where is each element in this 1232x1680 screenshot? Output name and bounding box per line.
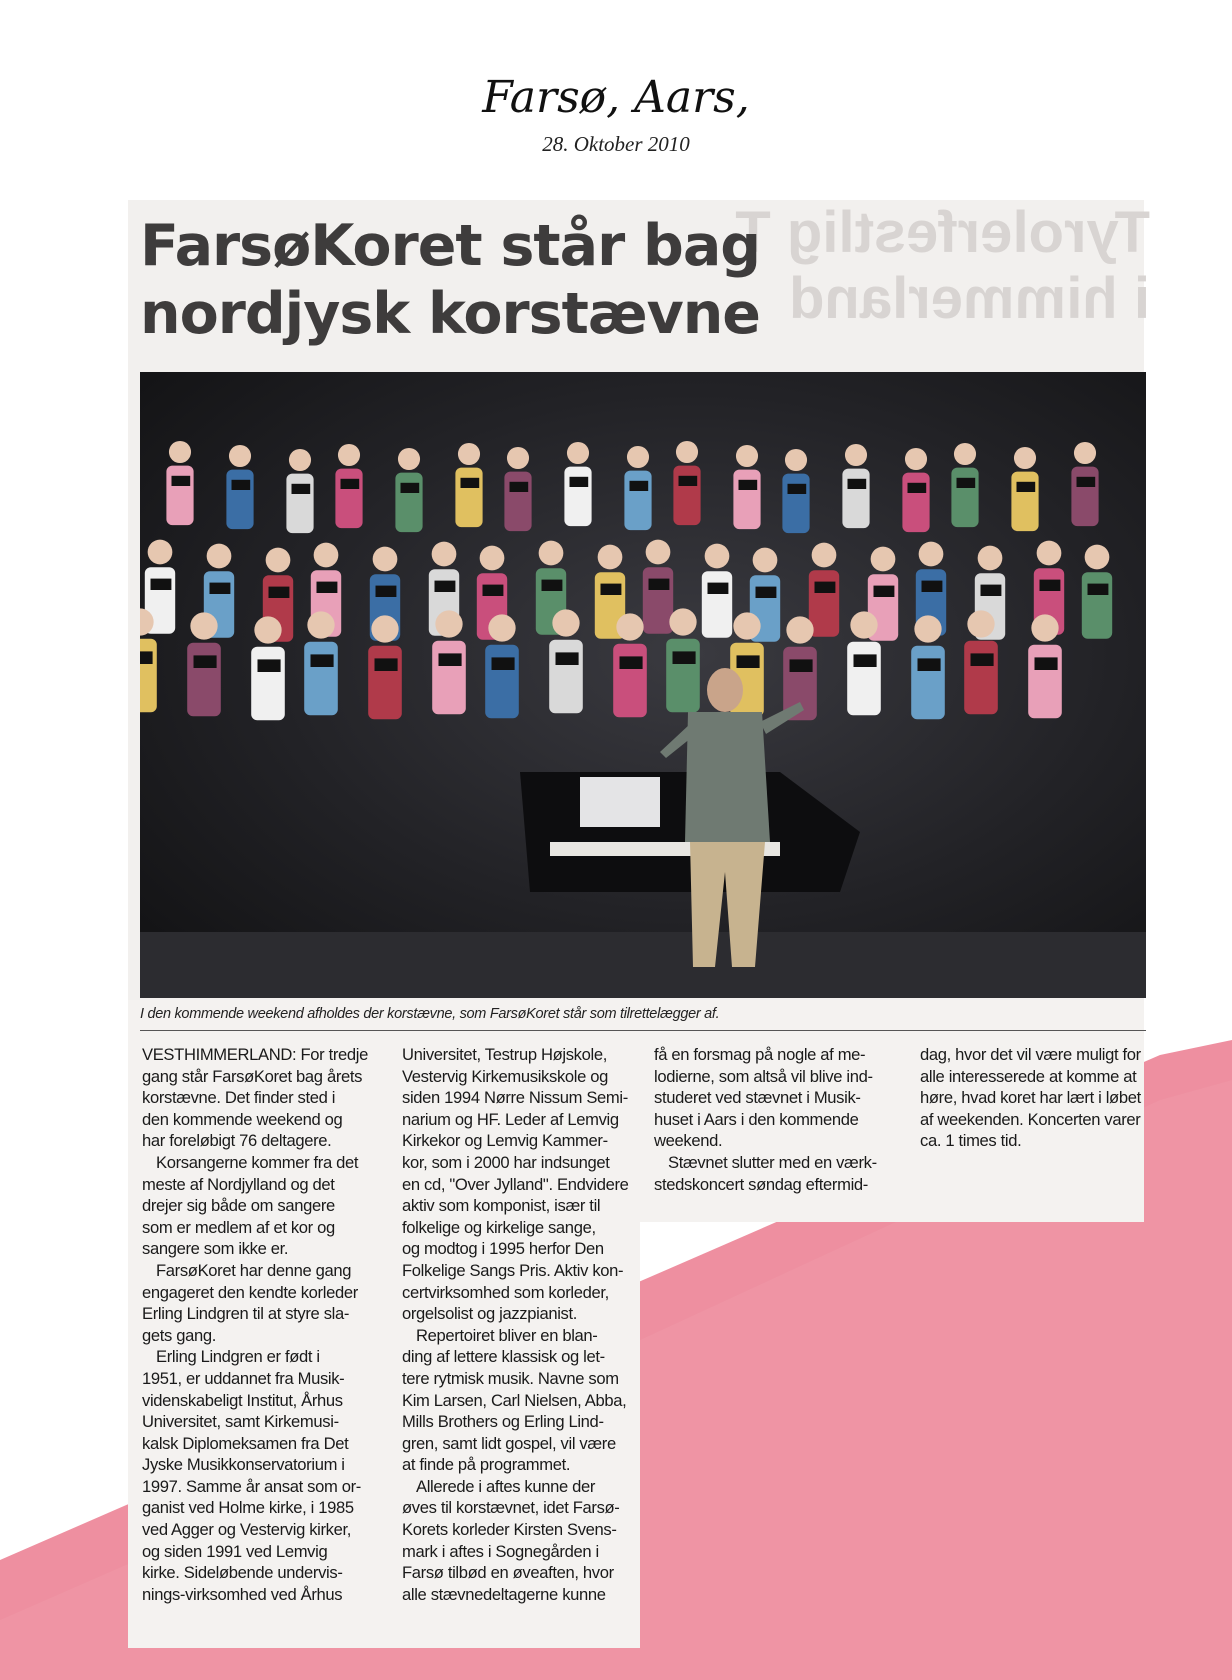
article-line: weekend.: [654, 1131, 723, 1151]
article-line: Erling Lindgren er født i: [156, 1347, 320, 1367]
article-line: få en forsmag på nogle af me-: [654, 1045, 866, 1064]
article-column-3: [654, 1044, 894, 1195]
article-line: korstævne. Det finder sted i: [142, 1088, 336, 1108]
article-line: Universitet, samt Kirkemusi-: [142, 1412, 339, 1432]
article-line: Allerede i aftes kunne der: [416, 1476, 596, 1496]
masthead-title: Farsø, Aars,: [482, 72, 750, 123]
article-line: ved Agger og Vestervig kirker,: [142, 1520, 352, 1540]
article-line: Kim Larsen, Carl Nielsen, Abba,: [402, 1390, 627, 1410]
article-line: kor, som i 2000 har indsunget: [402, 1152, 610, 1172]
article-line: narium og HF. Leder af Lemvig: [402, 1109, 619, 1129]
article-headline: [140, 212, 760, 348]
article-line: gren, samt lidt gospel, vil være: [402, 1433, 616, 1453]
article-line: og modtog i 1995 herfor Den: [402, 1239, 604, 1259]
article-line: Farsø tilbød en øveaften, hvor: [402, 1563, 614, 1583]
article-line: af weekenden. Koncerten varer: [920, 1109, 1141, 1129]
article-line: Erling Lindgren til at styre sla-: [142, 1304, 350, 1324]
article-line: Vestervig Kirkemusikskole og: [402, 1066, 609, 1086]
article-line: meste af Nordjylland og det: [142, 1174, 335, 1194]
article-line: Korsangerne kommer fra det: [156, 1152, 359, 1172]
article-line: FarsøKoret har denne gang: [156, 1260, 352, 1280]
article-line: at finde på programmet.: [402, 1455, 571, 1475]
article-line: den kommende weekend og: [142, 1109, 343, 1129]
article-line: høre, hvad koret har lært i løbet: [920, 1088, 1141, 1108]
article-line: gang står FarsøKoret bag årets: [142, 1066, 363, 1086]
choir-photo-illustration: [140, 372, 1146, 998]
article-column-4: [920, 1044, 1146, 1152]
article-line: huset i Aars i den kommende: [654, 1109, 859, 1129]
article-line: kalsk Diplomeksamen fra Det: [142, 1433, 349, 1453]
article-line: Kirkekor og Lemvig Kammer-: [402, 1131, 608, 1151]
article-line: 1951, er uddannet fra Musik-: [142, 1368, 345, 1388]
article-line: ca. 1 times tid.: [920, 1131, 1022, 1151]
article-line: alle stævnedeltagerne kunne: [402, 1584, 606, 1604]
caption-divider: [140, 1030, 1146, 1031]
article-line: Korets korleder Kirsten Svens-: [402, 1520, 617, 1540]
article-line: orgelsolist og jazzpianist.: [402, 1304, 578, 1324]
article-line: certvirksomhed som korleder,: [402, 1282, 609, 1302]
photo-caption: I den kommende weekend afholdes der korstævne, som FarsøKoret står som tilrettelægger af.: [140, 1006, 720, 1022]
article-line: lodierne, som altså vil blive ind-: [654, 1066, 873, 1086]
article-line: Repertoiret bliver en blan-: [416, 1325, 598, 1345]
article-line: alle interesserede at komme at: [920, 1066, 1137, 1086]
article-line: stedskoncert søndag eftermid-: [654, 1174, 868, 1194]
article-line: 1997. Samme år ansat som or-: [142, 1476, 361, 1496]
article-line: øves til korstævnet, idet Farsø-: [402, 1498, 620, 1518]
article-line: ganist ved Holme kirke, i 1985: [142, 1498, 354, 1518]
article-line: videnskabeligt Institut, Århus: [142, 1390, 343, 1410]
article-line: VESTHIMMERLAND: For tredje: [142, 1045, 369, 1064]
masthead-date: 28. Oktober 2010: [542, 132, 690, 156]
article-line: Universitet, Testrup Højskole,: [402, 1045, 607, 1064]
article-line: en cd, "Over Jylland". Endvidere: [402, 1174, 629, 1194]
headline-line-1: FarsøKoret står bag: [140, 213, 761, 279]
article-line: ding af lettere klassisk og let-: [402, 1347, 605, 1367]
article-line: dag, hvor det vil være muligt for: [920, 1045, 1141, 1064]
article-line: Stævnet slutter med en værk-: [668, 1152, 877, 1172]
article-line: Folkelige Sangs Pris. Aktiv kon-: [402, 1260, 624, 1280]
article-line: som er medlem af et kor og: [142, 1217, 335, 1237]
article-line: sangere som ikke er.: [142, 1239, 289, 1259]
article-line: siden 1994 Nørre Nissum Semi-: [402, 1088, 628, 1108]
article-line: har foreløbigt 76 deltagere.: [142, 1131, 332, 1151]
article-line: tere rytmisk musik. Navne som: [402, 1368, 619, 1388]
article-line: nings-virksomhed ved Århus: [142, 1584, 343, 1604]
article-line: aktiv som komponist, især til: [402, 1196, 601, 1216]
article-line: folkelige og kirkelige sange,: [402, 1217, 596, 1237]
bleed-through-text: Tyrolerfestlig T i himmerland: [735, 200, 1150, 331]
article-line: mark i aftes i Sognegården i: [402, 1541, 599, 1561]
article-line: drejer sig både om sangere: [142, 1196, 335, 1216]
article-column-1: [142, 1044, 382, 1605]
article-line: studeret ved stævnet i Musik-: [654, 1088, 861, 1108]
article-line: gets gang.: [142, 1325, 216, 1345]
article-line: kirke. Sideløbende undervis-: [142, 1563, 343, 1583]
headline-line-2: nordjysk korstævne: [140, 281, 760, 347]
article-line: engageret den kendte korleder: [142, 1282, 358, 1302]
choir-photo: [140, 372, 1146, 998]
article-line: Jyske Musikkonservatorium i: [142, 1455, 345, 1475]
article-column-2: [402, 1044, 638, 1605]
article-line: og siden 1991 ved Lemvig: [142, 1541, 328, 1561]
article-line: Mills Brothers og Erling Lind-: [402, 1412, 604, 1432]
